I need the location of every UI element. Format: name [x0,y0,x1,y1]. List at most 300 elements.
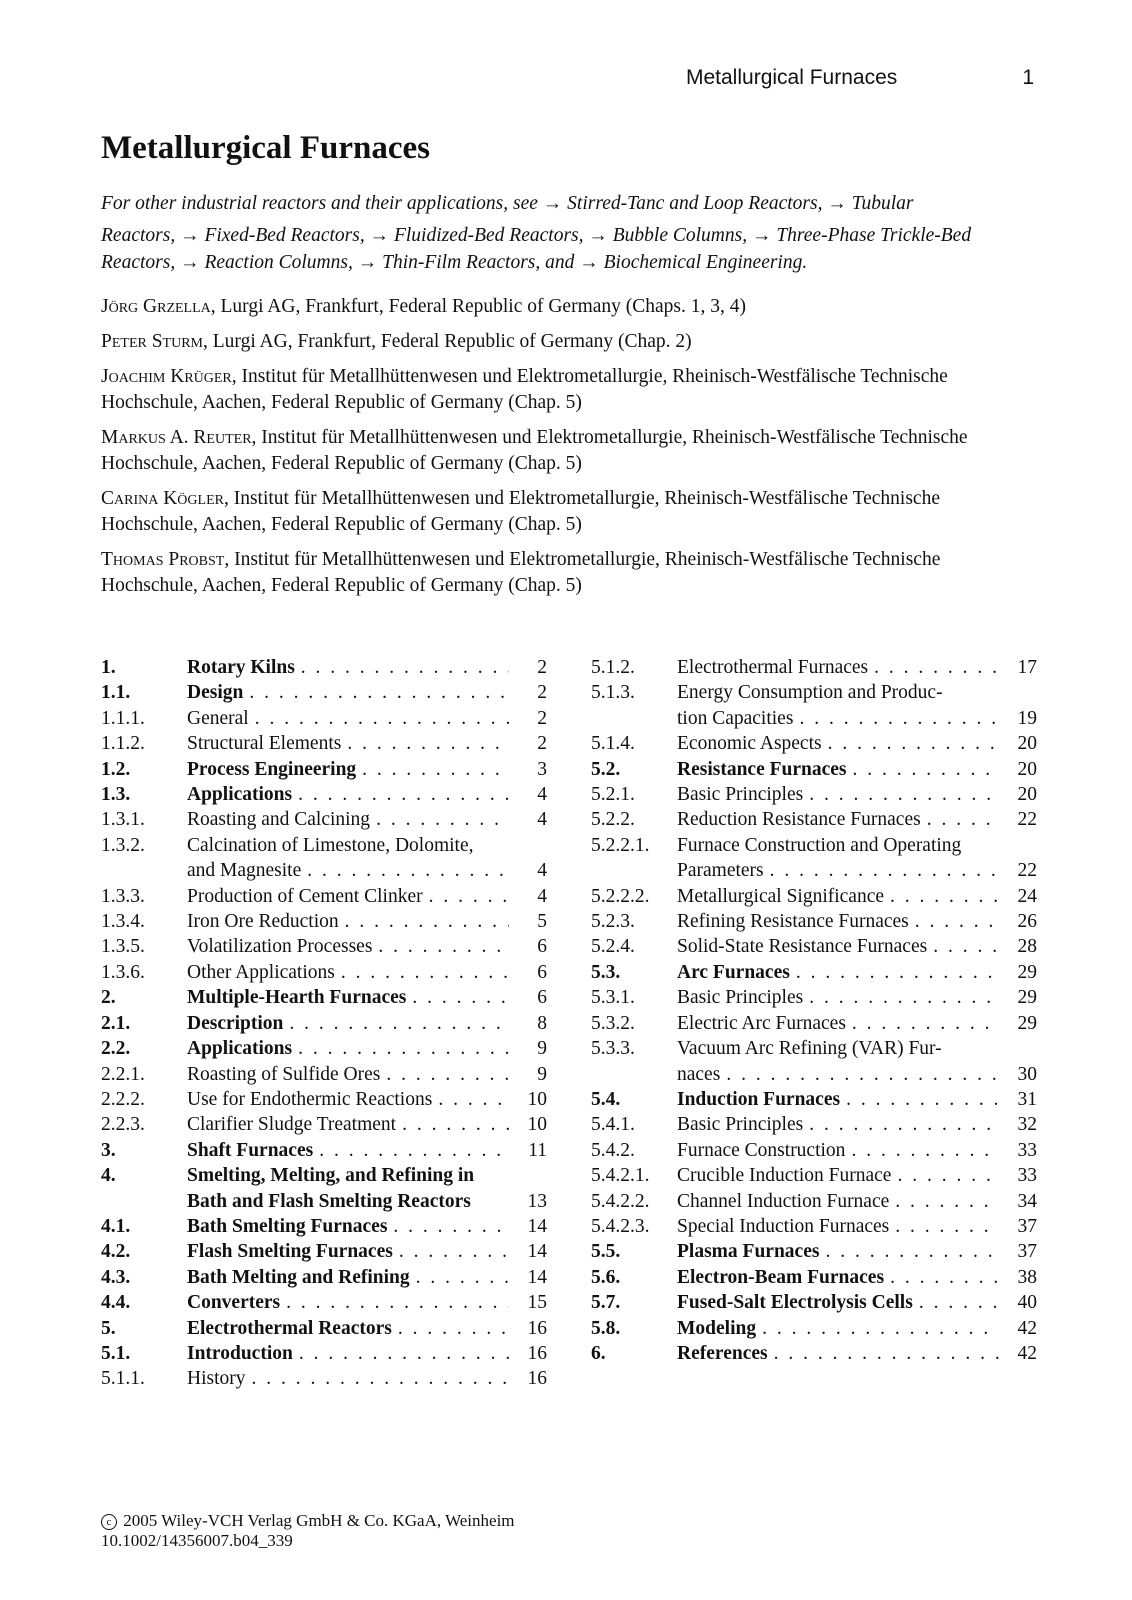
author-affiliation: , Lurgi AG, Frankfurt, Federal Republic of Germany (Chaps. 1, 3, 4) [210,296,747,317]
toc-entry-page: 19 [1017,707,1037,729]
toc-entry-title: Multiple-Hearth Furnaces [187,987,407,1009]
toc-entry-number: 1.3. [101,784,131,806]
author-name: Carina Kögler [101,488,224,509]
toc-entry[interactable] [591,1138,1037,1163]
toc-entry-page: 9 [537,1063,547,1085]
toc-entry[interactable] [101,782,547,807]
toc-entry-page: 2 [537,733,547,755]
dot-leader [356,757,509,782]
toc-entry-title-block [187,1011,509,1036]
toc-entry-title-block [677,680,999,731]
dot-leader [822,731,999,756]
dot-leader [847,757,999,782]
toc-entry[interactable] [591,1239,1037,1264]
toc-entry-title: Metallurgical Significance [677,885,885,907]
toc-entry-number: 5.7. [591,1292,621,1314]
toc-entry-title: Design [187,682,244,704]
author-affiliation: , Institut für Metallhüttenwesen und Elektrometallurgie, Rheinisch-Westfälische Technische Hochschule, Aachen, Federal Republic of Germany (Chap. 5) [101,427,968,474]
copyright-text: 2005 Wiley-VCH Verlag GmbH & Co. KGaA, Weinheim [123,1511,515,1530]
dot-leader [246,1366,510,1391]
toc-entry-number: 1. [101,657,116,678]
toc-entry-title-block [677,1011,999,1036]
toc-entry-title: Roasting and Calcining [187,809,371,831]
toc-entry-page: 4 [537,784,547,806]
toc-entry-number: 5.2.2.2. [591,885,650,907]
toc-entry[interactable] [101,757,547,782]
toc-entry-title-line: Smelting, Melting, and Refining in [187,1165,475,1187]
dot-leader [301,858,509,883]
dot-leader [720,1062,999,1087]
toc-entry[interactable] [101,960,547,985]
toc-entry-page: 29 [1017,1012,1037,1034]
dot-leader [393,1239,509,1264]
toc-entry-title-block [187,934,509,959]
toc-entry[interactable] [101,985,547,1010]
toc-entry-title-block [187,960,509,985]
toc-entry-number: 5.1.1. [101,1368,145,1390]
toc-entry[interactable] [591,909,1037,934]
toc-entry-page: 28 [1017,936,1037,958]
toc-entry-title: Applications [187,784,293,806]
toc-entry-title: Iron Ore Reduction [187,911,339,933]
toc-entry-title-block [187,909,509,934]
toc-entry-page: 13 [527,1190,547,1212]
dot-leader [396,1112,509,1137]
toc-entry-title-block [677,757,999,782]
toc-entry-title: Refining Resistance Furnaces [677,911,909,933]
toc-entry-number: 2.2.2. [101,1088,145,1110]
toc-entry-title-block [677,807,999,832]
page-number: 1 [1022,66,1034,89]
toc-entry-page: 4 [537,809,547,831]
toc-entry[interactable] [101,680,547,705]
toc-entry-page: 31 [1017,1088,1037,1110]
toc-entry-title-block [187,680,509,705]
toc-entry-title: Structural Elements [187,733,342,755]
dot-leader [868,655,999,680]
dot-leader [392,1316,509,1341]
toc-entry[interactable] [101,1214,547,1239]
toc-entry-page: 38 [1017,1266,1037,1288]
toc-entry-title: References [677,1342,768,1364]
toc-entry-number: 5.4.2. [591,1139,635,1161]
toc-entry-number: 4.3. [101,1266,131,1288]
toc-entry[interactable] [101,731,547,756]
toc-entry-number: 5.2.4. [591,936,635,958]
toc-entry-page: 34 [1017,1190,1037,1212]
dot-leader [913,1290,999,1315]
toc-entry-title-block [187,1112,509,1137]
toc-entry-title: Crucible Induction Furnace [677,1165,892,1187]
toc-entry-number: 2.2.3. [101,1114,145,1136]
author-entry [101,329,1036,355]
toc-entry-title-block [677,1239,999,1264]
toc-entry-title-block [677,833,999,884]
toc-entry-title-line: Energy Consumption and Produc- [677,682,943,704]
toc-entry[interactable] [591,985,1037,1010]
toc-entry-number: 5.2.1. [591,784,635,806]
toc-entry-title: Bath Melting and Refining [187,1266,410,1288]
toc-entry-page: 2 [537,682,547,704]
toc-entry-title-block [677,731,999,756]
toc-entry-page: 20 [1017,784,1037,806]
dot-leader [293,1341,509,1366]
toc-entry-title: Description [187,1012,284,1034]
dot-leader [756,1316,999,1341]
toc-entry-title: Production of Cement Clinker [187,885,423,907]
toc-entry-page: 9 [537,1038,547,1060]
dot-leader [884,1265,999,1290]
dot-leader [921,807,999,832]
toc-entry-title: tion Capacities [677,707,794,729]
toc-entry-number: 4.1. [101,1215,131,1237]
dot-leader [339,909,509,934]
author-affiliation: , Institut für Metallhüttenwesen und Elektrometallurgie, Rheinisch-Westfälische Technische Hochschule, Aachen, Federal Republic of Germany (Chap. 5) [101,549,941,596]
toc-entry-title: Introduction [187,1342,293,1364]
dot-leader [292,782,509,807]
toc-entry-title: Reduction Resistance Furnaces [677,809,921,831]
running-title: Metallurgical Furnaces [686,66,898,89]
toc-entry-number: 1.1.2. [101,733,145,755]
toc-entry[interactable] [101,1239,547,1264]
toc-entry[interactable] [101,1316,547,1341]
toc-entry-page: 40 [1017,1292,1037,1314]
toc-entry-title-block [677,782,999,807]
toc-entry[interactable] [591,1163,1037,1188]
toc-entry[interactable] [101,1062,547,1087]
toc-entry-title-block [187,1341,509,1366]
toc-entry[interactable] [101,1011,547,1036]
toc-entry[interactable] [591,1316,1037,1341]
toc-entry-title: General [187,707,249,729]
toc-entry-page: 10 [527,1114,547,1136]
toc-entry-page: 4 [537,860,547,882]
toc-entry-number: 4.2. [101,1241,131,1263]
toc-entry[interactable] [591,884,1037,909]
toc-entry-number: 2. [101,987,116,1009]
toc-entry-title: Clarifier Sludge Treatment [187,1114,397,1136]
toc-right-column [591,655,1037,1366]
toc-entry-number: 5.8. [591,1317,621,1339]
toc-entry-page: 16 [527,1342,547,1364]
toc-entry[interactable] [591,1087,1037,1112]
toc-entry-title-block [677,1189,999,1214]
toc-entry-number: 5.1.3. [591,682,635,704]
crossref-line: For other industrial reactors and their applications, see → Stirred-Tanc and Loop Reactors, → Tubular [101,193,914,214]
toc-entry-title-block [187,833,509,884]
toc-entry[interactable] [101,1087,547,1112]
toc-entry-title: Bath and Flash Smelting Reactors [187,1190,471,1212]
toc-entry-title-block [677,1265,999,1290]
toc-entry-title-block [187,1366,509,1391]
toc-entry-title: Channel Induction Furnace [677,1190,890,1212]
toc-entry-title-block [187,731,509,756]
toc-entry-title: History [187,1368,246,1390]
toc-entry[interactable] [101,706,547,731]
toc-entry-number: 5.3.1. [591,987,635,1009]
toc-entry-title-block [677,1214,999,1239]
toc-entry-page: 2 [537,707,547,729]
dot-leader [335,960,509,985]
toc-entry-title-block [187,1163,509,1214]
toc-entry[interactable] [101,884,547,909]
toc-entry-page: 4 [537,885,547,907]
toc-entry-number: 2.2. [101,1038,131,1060]
toc-entry-title: Roasting of Sulfide Ores [187,1063,381,1085]
cross-reference-note [101,190,1036,276]
toc-entry-title: and Magnesite [187,860,302,882]
toc-entry[interactable] [591,934,1037,959]
toc-entry[interactable] [101,1341,547,1366]
toc-entry-title-block [187,655,509,680]
toc-entry-page: 20 [1017,733,1037,755]
toc-entry-number: 1.3.4. [101,911,145,933]
toc-entry-page: 29 [1017,987,1037,1009]
toc-entry-number: 1.3.5. [101,936,145,958]
toc-entry-number: 5.3.3. [591,1038,635,1060]
dot-leader [423,884,509,909]
toc-entry-number: 5.4. [591,1088,621,1110]
toc-entry[interactable] [101,1290,547,1315]
doi: 10.1002/14356007.b04_339 [101,1531,293,1550]
toc-entry-number: 5.6. [591,1266,621,1288]
dot-leader [406,985,509,1010]
toc-entry-page: 30 [1017,1063,1037,1085]
toc-entry-title-block [677,1036,999,1087]
toc-entry-title-block [677,985,999,1010]
toc-entry-title-line: Calcination of Limestone, Dolomite, [187,834,474,856]
author-name: Peter Sturm [101,331,204,352]
toc-entry-title-block [677,1138,999,1163]
toc-entry[interactable] [591,680,1037,731]
toc-entry-number: 1.1. [101,682,131,704]
toc-entry-title: Solid-State Resistance Furnaces [677,936,928,958]
toc-entry-title-block [187,884,509,909]
toc-entry-number: 2.2.1. [101,1063,145,1085]
toc-entry-title: Fused-Salt Electrolysis Cells [677,1292,913,1314]
toc-entry-number: 5.1.2. [591,657,635,678]
toc-entry[interactable] [591,960,1037,985]
toc-entry-number: 5.1. [101,1342,131,1364]
toc-entry[interactable] [591,1265,1037,1290]
toc-entry-number: 3. [101,1139,116,1161]
author-entry [101,294,1036,320]
toc-entry[interactable] [591,731,1037,756]
toc-entry-page: 14 [527,1241,547,1263]
toc-entry-title: Other Applications [187,961,335,983]
toc-entry[interactable] [591,1341,1037,1366]
toc-entry-number: 5.3. [591,961,621,983]
toc-entry[interactable] [591,1214,1037,1239]
toc-entry-page: 32 [1017,1114,1037,1136]
toc-entry-number: 5.2.2.1. [591,834,650,856]
toc-entry-page: 22 [1017,809,1037,831]
dot-leader [280,1290,509,1315]
toc-entry[interactable] [101,934,547,959]
toc-entry[interactable] [101,909,547,934]
toc-entry-title: Rotary Kilns [187,657,295,678]
toc-entry-page: 5 [537,911,547,933]
toc-entry[interactable] [101,1036,547,1061]
toc-entry[interactable] [591,757,1037,782]
toc-entry-title: Induction Furnaces [677,1088,841,1110]
toc-entry[interactable] [591,1290,1037,1315]
toc-entry-number: 5.2.3. [591,911,635,933]
toc-entry-number: 1.1.1. [101,707,145,729]
toc-entry[interactable] [101,655,547,680]
author-name: Jörg Grzella [101,296,211,317]
toc-entry-title-block [187,1062,509,1087]
dot-leader [370,807,509,832]
toc-entry[interactable] [101,833,547,884]
toc-entry[interactable] [101,1265,547,1290]
toc-entry-title-block [677,909,999,934]
toc-entry-number: 5. [101,1317,116,1339]
toc-entry-page: 37 [1017,1215,1037,1237]
toc-entry-page: 29 [1017,961,1037,983]
toc-entry-title-block [187,1214,509,1239]
article-title: Metallurgical Furnaces [101,130,431,166]
dot-leader [432,1087,509,1112]
toc-entry[interactable] [101,1163,547,1214]
toc-entry-number: 5.3.2. [591,1012,635,1034]
toc-entry-page: 16 [527,1368,547,1390]
copyright-icon: c [101,1514,117,1530]
author-affiliation: , Lurgi AG, Frankfurt, Federal Republic of Germany (Chap. 2) [203,331,692,352]
toc-entry-page: 3 [537,758,547,780]
toc-entry-title: Economic Aspects [677,733,822,755]
toc-entry-page: 15 [527,1292,547,1314]
dot-leader [846,1011,999,1036]
toc-entry-page: 8 [537,1012,547,1034]
toc-entry[interactable] [591,655,1037,680]
toc-entry-number: 5.2. [591,758,621,780]
crossref-line: Reactors, → Fixed-Bed Reactors, → Fluidized-Bed Reactors, → Bubble Columns, → Three-Phase Trickle-Bed [101,225,972,246]
toc-entry-title-block [677,1087,999,1112]
toc-entry-page: 26 [1017,911,1037,933]
toc-left-column [101,655,547,1392]
dot-leader [803,985,999,1010]
toc-entry-title-block [187,1087,509,1112]
toc-entry-title: Modeling [677,1317,757,1339]
toc-entry-number: 1.3.1. [101,809,145,831]
toc-entry-number: 5.4.2.3. [591,1215,650,1237]
footer [101,1511,515,1551]
author-affiliation: , Institut für Metallhüttenwesen und Elektrometallurgie, Rheinisch-Westfälische Technische Hochschule, Aachen, Federal Republic of Germany (Chap. 5) [101,366,948,413]
dot-leader [819,1239,999,1264]
toc-entry-page: 6 [537,936,547,958]
toc-entry[interactable] [591,807,1037,832]
toc-entry-page: 14 [527,1215,547,1237]
toc-entry-page: 14 [527,1266,547,1288]
toc-entry-page: 33 [1017,1139,1037,1161]
toc-entry-title-line: Vacuum Arc Refining (VAR) Fur- [677,1038,942,1060]
toc-entry-page: 6 [537,987,547,1009]
toc-entry[interactable] [101,1138,547,1163]
author-affiliation: , Institut für Metallhüttenwesen und Elektrometallurgie, Rheinisch-Westfälische Technische Hochschule, Aachen, Federal Republic of Germany (Chap. 5) [101,488,940,535]
toc-entry-title: Basic Principles [677,1114,804,1136]
toc-entry-title: Arc Furnaces [677,961,790,983]
author-list [101,294,1036,608]
dot-leader [372,934,509,959]
toc-entry[interactable] [101,1112,547,1137]
toc-entry-title-block [187,1290,509,1315]
dot-leader [283,1011,509,1036]
toc-entry-title: Electron-Beam Furnaces [677,1266,885,1288]
toc-entry-page: 22 [1017,860,1037,882]
dot-leader [909,909,999,934]
toc-entry-title-block [677,1163,999,1188]
toc-entry-title-block [677,960,999,985]
toc-entry-title: Parameters [677,860,764,882]
toc-entry-title-block [187,706,509,731]
dot-leader [884,884,999,909]
toc-entry-title-block [677,884,999,909]
toc-entry-title-block [187,1265,509,1290]
toc-entry-title: Resistance Furnaces [677,758,847,780]
toc-entry-title-block [187,807,509,832]
toc-entry-page: 6 [537,961,547,983]
toc-entry-title: Converters [187,1292,281,1314]
toc-entry-number: 1.3.6. [101,961,145,983]
toc-entry-number: 5.1.4. [591,733,635,755]
toc-entry-title: Applications [187,1038,293,1060]
toc-entry-page: 11 [528,1139,547,1161]
toc-entry-title-block [677,934,999,959]
toc-entry-title-block [187,985,509,1010]
toc-entry-number: 4. [101,1165,116,1187]
toc-entry-title-block [187,757,509,782]
dot-leader [840,1087,999,1112]
toc-entry-page: 33 [1017,1165,1037,1187]
toc-entry-title: Electrothermal Furnaces [677,657,869,678]
toc-entry-number: 1.3.3. [101,885,145,907]
toc-entry[interactable] [591,1011,1037,1036]
dot-leader [927,934,999,959]
dot-leader [803,1112,999,1137]
toc-entry-page: 42 [1017,1317,1037,1339]
toc-entry-title-block [187,1316,509,1341]
copyright-line [101,1511,515,1531]
toc-entry-title: Shaft Furnaces [187,1139,314,1161]
dot-leader [295,655,509,680]
toc-entry[interactable] [591,782,1037,807]
dot-leader [793,706,999,731]
crossref-line: Reactors, → Reaction Columns, → Thin-Film Reactors, and → Biochemical Engineering. [101,252,808,273]
toc-entry-title-block [187,782,509,807]
dot-leader [249,706,509,731]
dot-leader [292,1036,509,1061]
toc-entry-page: 37 [1017,1241,1037,1263]
dot-leader [410,1265,509,1290]
toc-entry[interactable] [591,1112,1037,1137]
toc-entry-title: Flash Smelting Furnaces [187,1241,393,1263]
toc-entry[interactable] [591,1189,1037,1214]
dot-leader [387,1214,509,1239]
toc-entry-number: 5.5. [591,1241,621,1263]
toc-entry-number: 5.2.2. [591,809,635,831]
author-entry [101,486,1036,538]
toc-entry[interactable] [101,1366,547,1391]
toc-entry[interactable] [101,807,547,832]
author-name: Joachim Krüger [101,366,232,387]
toc-entry-title-block [187,1138,509,1163]
toc-entry[interactable] [591,1036,1037,1087]
toc-entry-title: Plasma Furnaces [677,1241,820,1263]
toc-entry-title-block [677,655,999,680]
toc-entry[interactable] [591,833,1037,884]
toc-entry-title-line: Furnace Construction and Operating [677,834,962,856]
